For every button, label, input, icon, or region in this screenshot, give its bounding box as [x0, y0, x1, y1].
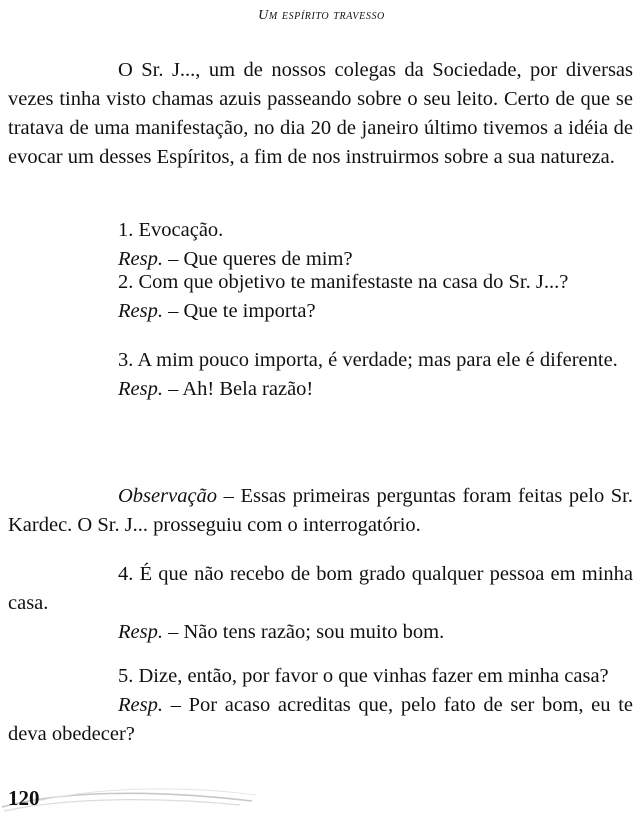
question-5: 5. Dize, então, por favor o que vinhas fazer em minha casa? [118, 665, 609, 687]
resp-label: Resp. [118, 694, 163, 716]
question-2: 2. Com que objetivo te manifestaste na casa do Sr. J...? [118, 271, 569, 293]
qa-item-3 [8, 346, 633, 404]
answer-4-text: – Não tens razão; sou muito bom. [162, 621, 445, 643]
answer-2 [8, 297, 633, 326]
resp-label: Resp. [118, 248, 163, 270]
answer-1-text: – Que queres de mim? [162, 248, 353, 270]
answer-4 [8, 618, 633, 647]
qa-item-2 [8, 268, 633, 326]
resp-label: Resp. [118, 621, 163, 643]
page-number: 120 [8, 786, 40, 810]
observation-label: Observação [118, 485, 218, 507]
qa-item-4 [8, 560, 633, 647]
qa-item-5 [8, 662, 633, 749]
question-3: 3. A mim pouco importa, é verdade; mas para ele é diferente. [118, 349, 618, 371]
intro-paragraph [8, 56, 633, 172]
observation-body: – Essas primeiras perguntas foram feitas pelo Sr. Kardec. O Sr. J... prosseguiu com o interrogatório. [8, 485, 633, 536]
answer-3 [8, 375, 633, 404]
observation-paragraph [8, 482, 633, 540]
answer-5-text: – Por acaso acreditas que, pelo fato de ser bom, eu te deva obedecer? [8, 694, 633, 745]
observation-text [8, 482, 633, 540]
resp-label: Resp. [118, 300, 163, 322]
answer-3-text: – Ah! Bela razão! [162, 378, 314, 400]
running-header: Um espírito travesso [258, 8, 385, 23]
question-4: 4. É que não recebo de bom grado qualquer pessoa em minha casa. [8, 563, 633, 614]
answer-5 [8, 691, 633, 749]
qa-item-1 [8, 216, 633, 274]
answer-2-text: – Que te importa? [162, 300, 316, 322]
resp-label: Resp. [118, 378, 163, 400]
intro-text: O Sr. J..., um de nossos colegas da Sociedade, por diversas vezes tinha visto chamas azuis passeando sobre o seu leito. Certo de que se tratava de uma manifestação, no dia 20 de janeiro último tivemos a idéia de evocar um desses Espíritos, a fim de nos instruirmos sobre a sua natureza. [8, 59, 633, 168]
question-1: 1. Evocação. [118, 219, 224, 241]
